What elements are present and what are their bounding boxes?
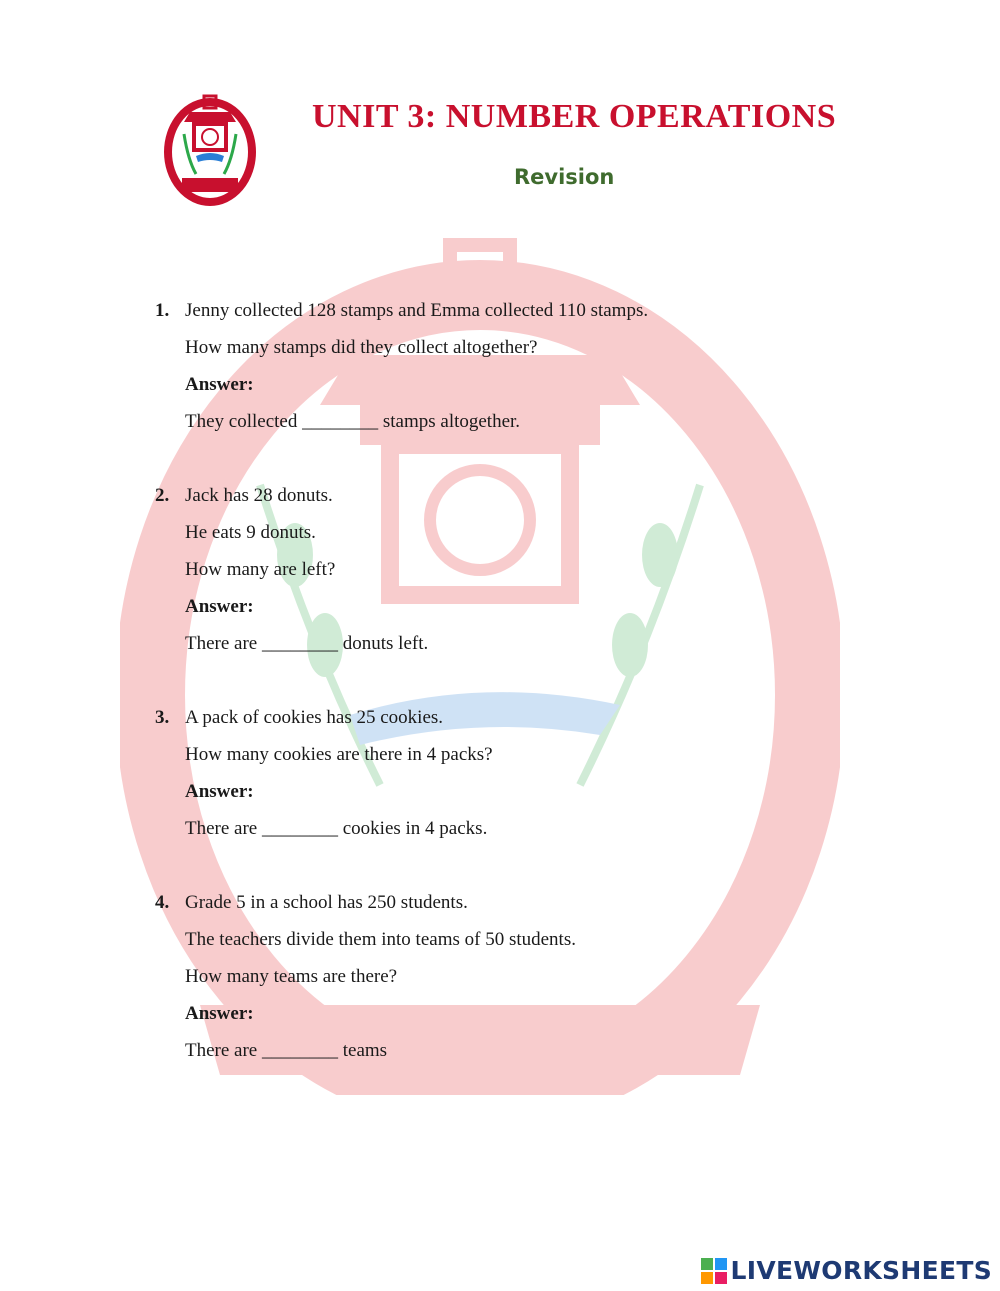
question-1	[155, 292, 795, 440]
question-text: Grade 5 in a school has 250 students.	[185, 892, 468, 913]
question-2	[155, 477, 795, 662]
question-text: How many stamps did they collect altogether?	[185, 337, 538, 358]
answer-line[interactable]: They collected ________ stamps altogether.	[185, 411, 521, 432]
liveworksheets-logo-icon	[701, 1258, 727, 1284]
question-number: 1.	[155, 300, 170, 321]
question-text: How many teams are there?	[185, 966, 398, 987]
page-subtitle: Revision	[514, 165, 615, 189]
answer-line[interactable]: There are ________ donuts left.	[185, 633, 429, 654]
question-text: Jenny collected 128 stamps and Emma collected 110 stamps.	[185, 300, 649, 321]
question-number: 3.	[155, 707, 170, 728]
answer-line[interactable]: There are ________ cookies in 4 packs.	[185, 818, 488, 839]
question-4	[155, 884, 795, 1069]
question-text: How many cookies are there in 4 packs?	[185, 744, 493, 765]
question-list	[155, 292, 795, 1106]
question-text: The teachers divide them into teams of 50 students.	[185, 929, 576, 950]
question-text: How many are left?	[185, 559, 336, 580]
question-text: A pack of cookies has 25 cookies.	[185, 707, 444, 728]
question-number: 4.	[155, 892, 170, 913]
answer-label: Answer:	[185, 1003, 254, 1024]
page-title: UNIT 3: NUMBER OPERATIONS	[312, 98, 837, 135]
question-3	[155, 699, 795, 847]
brand-name: LIVEWORKSHEETS	[730, 1256, 992, 1285]
question-text: He eats 9 donuts.	[185, 522, 316, 543]
question-number: 2.	[155, 485, 170, 506]
answer-label: Answer:	[185, 596, 254, 617]
answer-label: Answer:	[185, 374, 254, 395]
answer-line[interactable]: There are ________ teams	[185, 1040, 388, 1061]
footer-brand[interactable]	[701, 1256, 992, 1285]
question-text: Jack has 28 donuts.	[185, 485, 333, 506]
school-logo	[162, 90, 258, 206]
answer-label: Answer:	[185, 781, 254, 802]
